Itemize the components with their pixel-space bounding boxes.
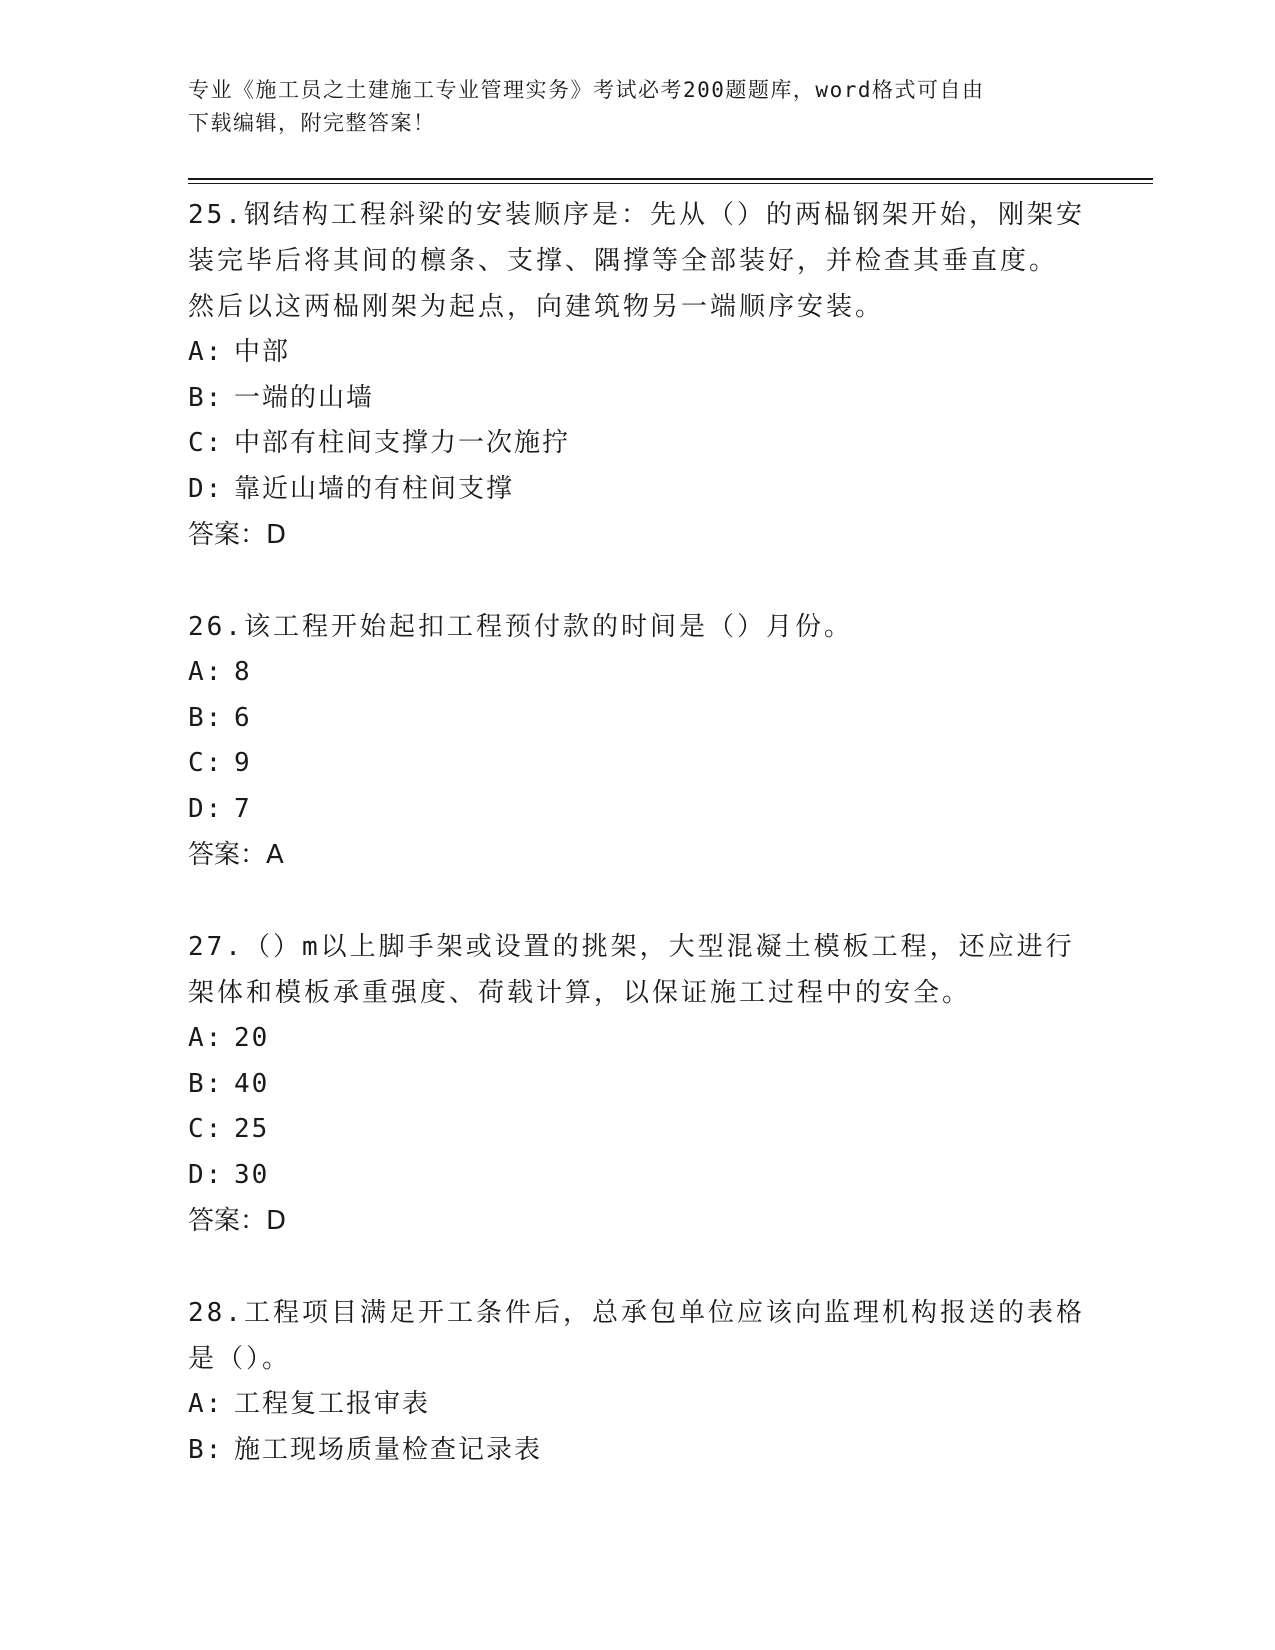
question-text-line: 28.工程项目满足开工条件后，总承包单位应该向监理机构报送的表格	[188, 1298, 1085, 1328]
option-c	[188, 1107, 1088, 1153]
question-text-line: 然后以这两榀刚架为起点，向建筑物另一端顺序安装。	[188, 292, 885, 322]
option-letter: A:	[188, 657, 224, 687]
option-text: 中部	[234, 337, 291, 367]
option-b	[188, 696, 1088, 742]
option-text: 25	[234, 1114, 270, 1144]
option-letter: C:	[188, 1114, 224, 1144]
option-text: 6	[234, 702, 252, 733]
option-a	[188, 1382, 1088, 1428]
option-letter: A:	[188, 1389, 224, 1419]
answer-label: 答案：A	[188, 840, 284, 870]
option-letter: B:	[188, 702, 224, 733]
question-list	[188, 192, 1088, 1519]
option-text: 施工现场质量检查记录表	[234, 1434, 543, 1465]
option-letter: A:	[188, 1023, 224, 1053]
option-text: 靠近山墙的有柱间支撑	[234, 473, 515, 504]
option-text: 8	[234, 657, 252, 687]
option-c	[188, 741, 1088, 787]
question-text-line: 装完毕后将其间的檩条、支撑、隅撑等全部装好，并检查其垂直度。	[188, 246, 1059, 276]
option-d	[188, 787, 1088, 833]
option-letter: A:	[188, 337, 224, 367]
question-text-line: 架体和模板承重强度、荷载计算，以保证施工过程中的安全。	[188, 978, 972, 1008]
question-26	[188, 604, 1088, 878]
option-a	[188, 330, 1088, 376]
header-line-2: 下载编辑，附完整答案！	[188, 111, 436, 135]
option-letter: D:	[188, 793, 224, 824]
option-letter: C:	[188, 428, 224, 458]
question-text-line: 是（）。	[188, 1344, 292, 1374]
question-28	[188, 1290, 1088, 1473]
option-text: 7	[234, 793, 252, 824]
option-text: 30	[234, 1159, 270, 1190]
header-divider-thin	[188, 183, 1153, 184]
answer-label: 答案：D	[188, 520, 287, 550]
question-text-line: 26.该工程开始起扣工程预付款的时间是（）月份。	[188, 612, 853, 642]
option-letter: B:	[188, 1068, 224, 1099]
option-b	[188, 1062, 1088, 1108]
option-letter: D:	[188, 473, 224, 504]
option-text: 40	[234, 1068, 270, 1099]
option-b	[188, 376, 1088, 422]
option-text: 9	[234, 748, 252, 778]
option-letter: B:	[188, 1434, 224, 1465]
option-letter: B:	[188, 382, 224, 413]
question-text-line: 25.钢结构工程斜梁的安装顺序是：先从（）的两榀钢架开始，刚架安	[188, 200, 1085, 230]
question-25	[188, 192, 1088, 558]
option-d	[188, 1153, 1088, 1199]
option-text: 一端的山墙	[234, 382, 375, 413]
option-text: 中部有柱间支撑力一次施拧	[234, 428, 571, 458]
option-a	[188, 1016, 1088, 1062]
header-divider-thick	[188, 178, 1153, 180]
option-b	[188, 1428, 1088, 1474]
header-line-1: 专业《施工员之土建施工专业管理实务》考试必考200题题库，word格式可自由	[188, 78, 985, 102]
question-text-line: 27.（）m以上脚手架或设置的挑架，大型混凝土模板工程，还应进行	[188, 932, 1075, 962]
option-letter: D:	[188, 1159, 224, 1190]
option-a	[188, 650, 1088, 696]
question-27	[188, 924, 1088, 1244]
option-text: 20	[234, 1023, 270, 1053]
option-text: 工程复工报审表	[234, 1389, 431, 1419]
option-c	[188, 421, 1088, 467]
answer-label: 答案：D	[188, 1206, 287, 1236]
option-letter: C:	[188, 748, 224, 778]
option-d	[188, 467, 1088, 513]
document-header	[188, 74, 1068, 140]
